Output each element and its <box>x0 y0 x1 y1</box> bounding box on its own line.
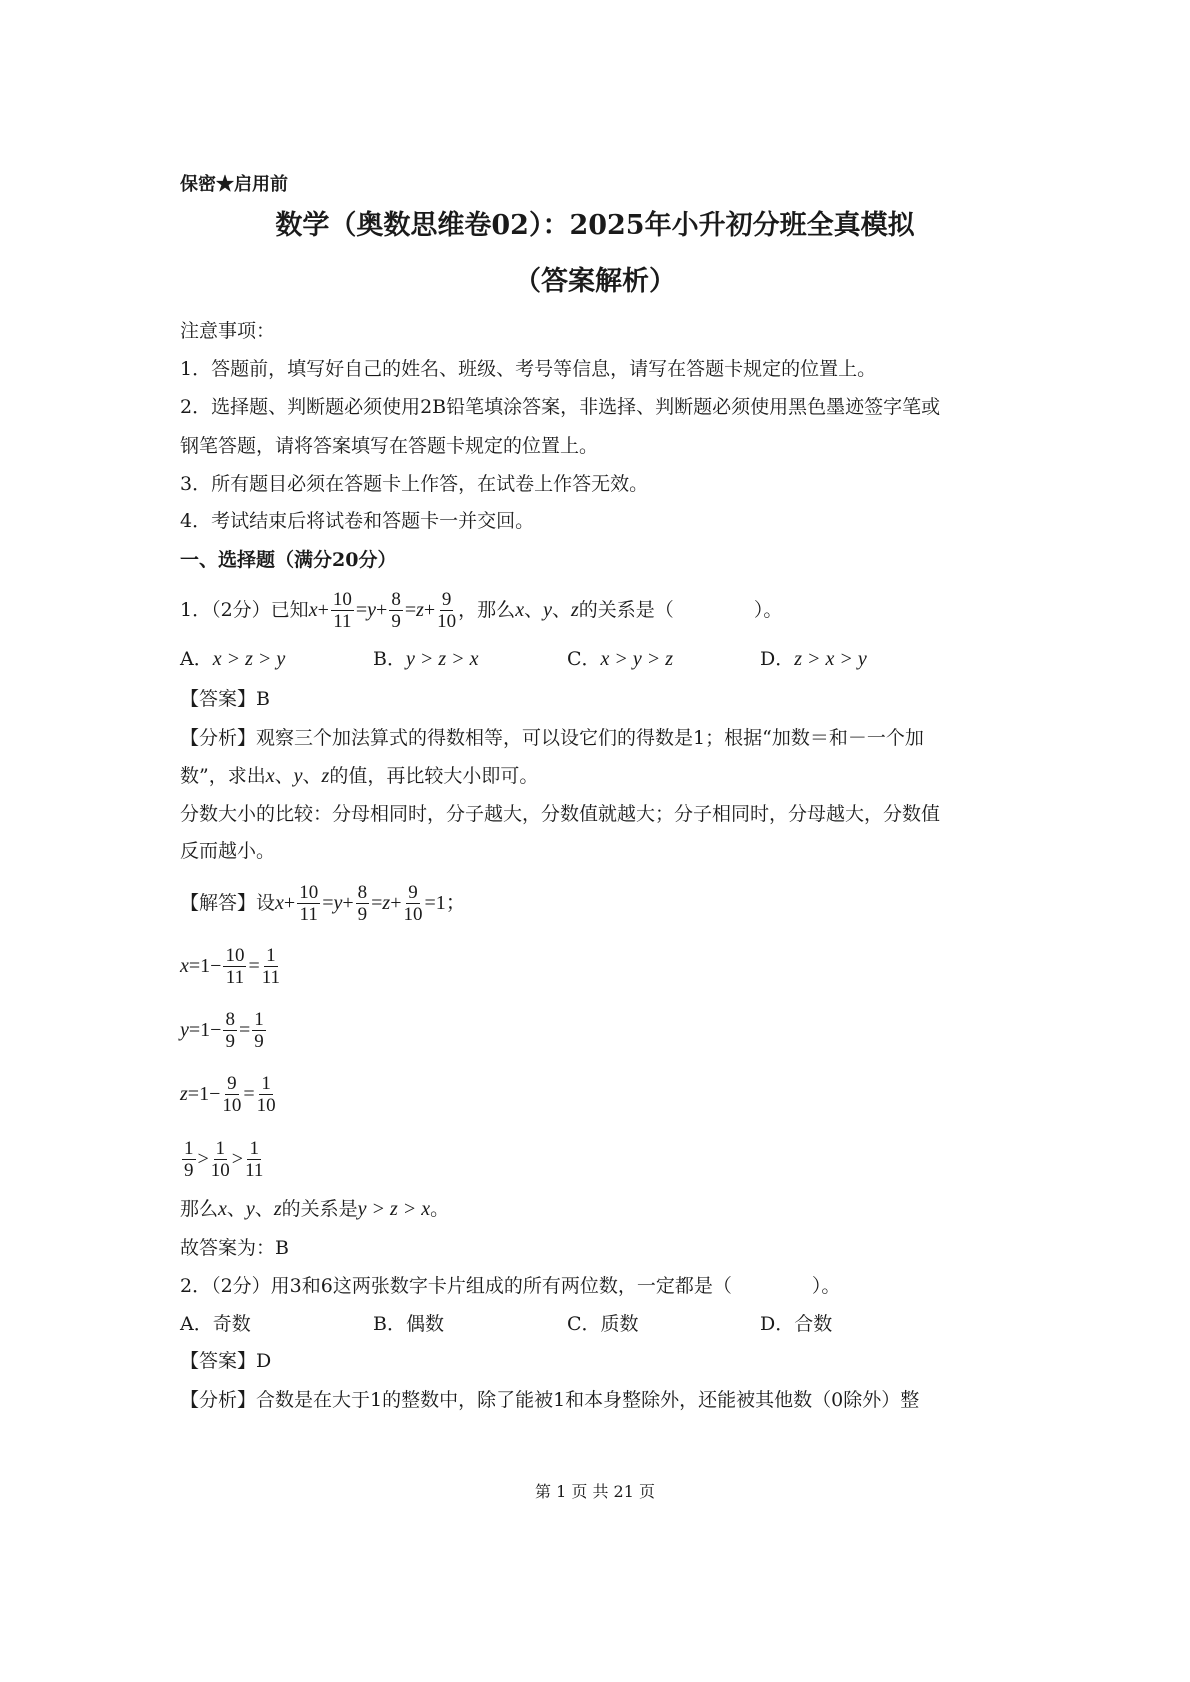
text-segment: 偶数 <box>405 1313 444 1335</box>
text-segment: 合数 <box>794 1313 833 1335</box>
solve-x <box>180 942 282 990</box>
text-segment: 9 <box>227 1072 237 1094</box>
text-segment: D． <box>760 648 795 670</box>
var-x: x <box>308 599 318 621</box>
notice-heading: 注意事项： <box>180 320 276 342</box>
option-b[interactable] <box>373 1312 444 1336</box>
option-b[interactable] <box>373 647 479 671</box>
equals: = <box>322 892 334 914</box>
fraction <box>223 1009 237 1052</box>
text-segment: 9 <box>184 1159 194 1181</box>
text-segment: 8 <box>357 881 368 903</box>
text-segment: 9 <box>254 1030 264 1052</box>
sep: 、 <box>274 765 294 787</box>
text-segment: B． <box>373 648 406 670</box>
sep: 、 <box>524 599 544 621</box>
text-segment: 的关系是 <box>281 1198 358 1220</box>
plus: + <box>317 599 329 621</box>
text-segment: 10 <box>332 588 352 610</box>
text-segment: 1 <box>199 1083 210 1105</box>
solve-y <box>180 1006 268 1054</box>
solution-tag: 【解答】设 <box>180 892 276 914</box>
text-segment: y <box>180 1019 189 1041</box>
text-segment: − <box>209 1083 221 1105</box>
text-segment: 8 <box>225 1008 235 1030</box>
text-segment: z <box>180 1083 188 1105</box>
var-y: y <box>293 765 303 787</box>
analysis-line <box>180 764 538 788</box>
var-z: z <box>321 765 330 787</box>
text-segment: = <box>238 1019 251 1041</box>
text-segment: 奇数 <box>212 1313 251 1335</box>
text-segment: 、 <box>226 1198 246 1220</box>
compare-rule: 反而越小。 <box>180 840 276 862</box>
fraction <box>252 1009 266 1052</box>
text-segment: 9 <box>408 881 418 903</box>
text-segment: = <box>187 1083 200 1105</box>
option-c[interactable] <box>567 1312 639 1336</box>
plus: + <box>390 892 402 914</box>
text-segment: 那么 <box>180 1198 219 1220</box>
classified-label: 保密★启用前 <box>180 174 288 195</box>
text-segment: y <box>245 1198 255 1220</box>
text-segment: B． <box>373 1313 406 1335</box>
text-segment: A． <box>180 1313 213 1335</box>
question-2-options <box>180 1312 980 1336</box>
fraction <box>404 882 423 925</box>
page-subtitle: （答案解析） <box>514 266 676 297</box>
option-c[interactable] <box>567 647 673 671</box>
text-segment: z <box>273 1198 282 1220</box>
analysis-text: 观察三个加法算式的得数相等，可以设它们的得数是1；根据“加数＝和－一个加 <box>256 727 924 749</box>
text-segment: z > x > y <box>794 648 867 670</box>
var-x: x <box>515 599 525 621</box>
fraction <box>245 1138 263 1181</box>
text-segment: 1 <box>200 955 211 977</box>
text-segment: = <box>243 1083 255 1105</box>
analysis-line: 【分析】合数是在大于1的整数中，除了能被1和本身整除外，还能被其他数（0除外）整 <box>180 1389 920 1411</box>
plus: + <box>376 599 388 621</box>
fraction <box>182 1138 196 1181</box>
question-1-stem <box>180 586 782 634</box>
text-segment: = <box>188 1019 201 1041</box>
fraction <box>437 589 456 632</box>
var-y: y <box>367 599 377 621</box>
text-segment: x <box>218 1198 227 1220</box>
text-segment: 10 <box>222 1094 242 1116</box>
solution-line <box>180 879 466 927</box>
analysis-tag: 【分析】 <box>180 727 257 749</box>
text-segment: y > z > x <box>357 1198 431 1220</box>
notice-line: 3．所有题目必须在答题卡上作答，在试卷上作答无效。 <box>180 473 649 495</box>
text-segment: 10 <box>225 944 245 966</box>
text-segment: 1 <box>249 1137 259 1159</box>
notice-line: 4．考试结束后将试卷和答题卡一并交回。 <box>180 510 535 532</box>
text-segment: 。 <box>430 1198 450 1220</box>
text-segment: 、 <box>254 1198 274 1220</box>
text-segment: 11 <box>333 610 352 632</box>
text-segment: 1 <box>215 1137 226 1159</box>
option-d[interactable] <box>760 1312 832 1336</box>
text-segment: A． <box>180 648 213 670</box>
text-segment: 10 <box>299 881 319 903</box>
analysis-text: 数”，求出 <box>180 765 266 787</box>
text-segment: C． <box>567 648 601 670</box>
text-segment: 9 <box>391 610 401 632</box>
solution-end: =1； <box>424 892 466 914</box>
text-segment: 10 <box>403 903 423 925</box>
var-y: y <box>543 599 552 621</box>
plus: + <box>283 892 296 914</box>
fraction <box>262 945 280 988</box>
var-x: x <box>275 892 284 914</box>
q1-suffix: 的关系是（ <box>578 599 674 621</box>
fraction <box>223 945 246 988</box>
answer: 【答案】D <box>180 1350 272 1372</box>
text-segment: 1 <box>254 1008 264 1030</box>
fraction <box>297 882 320 925</box>
q1-prefix: 1．（2分）已知 <box>180 599 309 621</box>
fraction <box>222 1073 241 1116</box>
text-segment: = <box>248 955 260 977</box>
text-segment: 10 <box>256 1094 276 1116</box>
question-1-options <box>180 647 980 671</box>
text-segment: 9 <box>357 903 368 925</box>
compare-rule: 分数大小的比较：分母相同时，分子越大，分数值就越大；分子相同时，分母越大，分数值 <box>180 803 941 825</box>
text-segment: 11 <box>299 903 318 925</box>
text-segment: 质数 <box>600 1313 639 1335</box>
text-segment: = <box>188 955 201 977</box>
text-segment: > <box>231 1148 244 1170</box>
text-segment: y > z > x <box>405 648 479 670</box>
text-segment: 1 <box>266 944 276 966</box>
equals: = <box>355 599 368 621</box>
fraction <box>331 589 354 632</box>
text-segment: x > z > y <box>212 648 286 670</box>
compare-fractions <box>180 1135 265 1183</box>
var-z: z <box>571 599 579 621</box>
page-footer: 第 1 页 共 21 页 <box>535 1482 655 1501</box>
notice-line: 1．答题前，填写好自己的姓名、班级、考号等信息，请写在答题卡规定的位置上。 <box>180 358 877 380</box>
text-segment: x > y > z <box>600 648 674 670</box>
solve-z <box>180 1070 278 1118</box>
equals: = <box>371 892 383 914</box>
text-segment: x <box>180 955 189 977</box>
q1-mid: ，那么 <box>458 599 516 621</box>
conclusion <box>180 1197 449 1221</box>
analysis-text: 的值，再比较大小即可。 <box>329 765 539 787</box>
text-segment: 9 <box>225 1030 235 1052</box>
text-segment: − <box>210 1019 222 1041</box>
question-2-stem <box>180 1274 840 1298</box>
text-segment: − <box>210 955 222 977</box>
final-answer: 故答案为：B <box>180 1237 289 1259</box>
text-segment: 11 <box>261 966 281 988</box>
notice-line: 2．选择题、判断题必须使用2B铅笔填涂答案，非选择、判断题必须使用黑色墨迹签字笔或 <box>180 396 941 418</box>
notice-line: 钢笔答题，请将答案填写在答题卡规定的位置上。 <box>180 435 599 457</box>
text-segment: 1 <box>261 1072 271 1094</box>
text-segment: 11 <box>225 966 245 988</box>
fraction <box>211 1138 230 1181</box>
text-segment: D． <box>760 1313 795 1335</box>
q1-close: ）。 <box>753 599 783 621</box>
fraction <box>257 1073 276 1116</box>
sep: 、 <box>302 765 322 787</box>
text-segment: 10 <box>210 1159 230 1181</box>
text-segment: > <box>197 1148 209 1170</box>
page-title: 数学（奥数思维卷02）：2025年小升初分班全真模拟 <box>275 210 915 241</box>
text-segment: C． <box>567 1313 601 1335</box>
fraction <box>356 882 370 925</box>
sep: 、 <box>551 599 571 621</box>
plus: + <box>342 892 354 914</box>
text-segment: 11 <box>245 1159 264 1181</box>
text-segment: 1 <box>200 1019 211 1041</box>
fraction <box>389 589 403 632</box>
analysis-line <box>180 726 924 750</box>
var-x: x <box>265 765 275 787</box>
equals: = <box>404 599 417 621</box>
text-segment: ）。 <box>811 1275 841 1297</box>
answer: 【答案】B <box>180 688 270 710</box>
option-d[interactable] <box>760 647 867 671</box>
section-heading: 一、选择题（满分20分） <box>180 549 397 571</box>
plus: + <box>423 599 436 621</box>
text-segment: 2．（2分）用3和6这两张数字卡片组成的所有两位数，一定都是（ <box>180 1275 732 1297</box>
option-a[interactable] <box>180 647 285 671</box>
var-z: z <box>382 892 391 914</box>
text-segment: 8 <box>391 588 401 610</box>
text-segment: 10 <box>437 610 457 632</box>
text-segment: 1 <box>184 1137 194 1159</box>
var-y: y <box>333 892 343 914</box>
text-segment: 9 <box>441 588 452 610</box>
var-z: z <box>416 599 424 621</box>
option-a[interactable] <box>180 1312 251 1336</box>
